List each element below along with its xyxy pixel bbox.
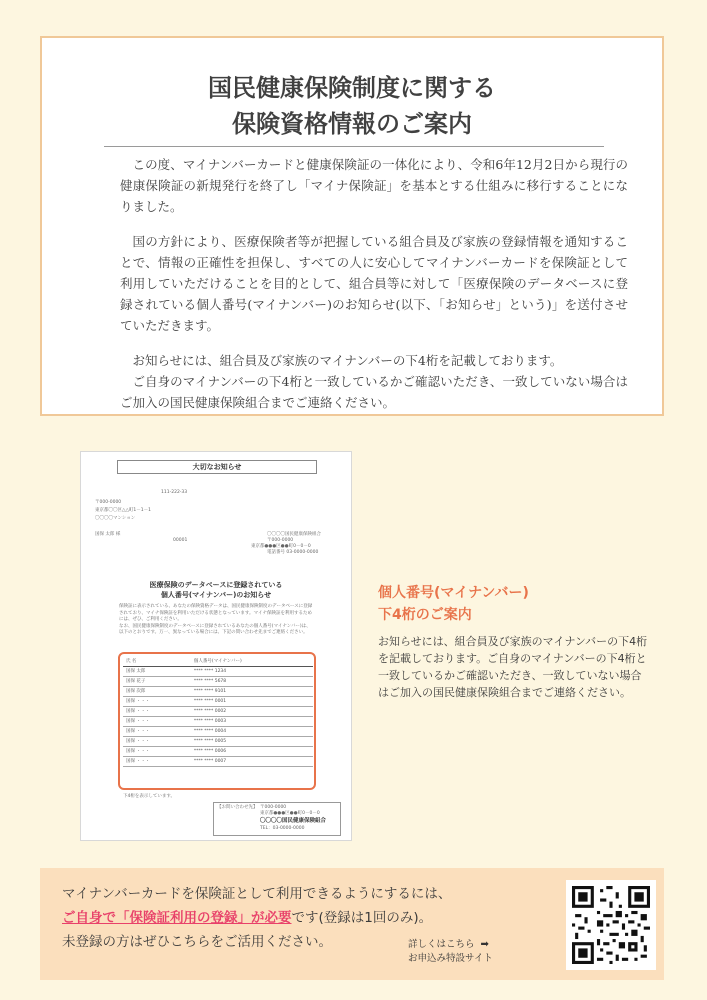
row-name: 国保 ・・・ [123, 726, 191, 736]
table-row [123, 676, 313, 686]
notice-contact-box [213, 802, 341, 836]
side-title-line-1: 個人番号(マイナンバー) [378, 585, 529, 601]
band-line-2 [62, 908, 432, 928]
page-title [42, 70, 662, 142]
notice-title-line-1: 医療保険のデータベースに登録されている [149, 581, 283, 589]
qr-code[interactable] [566, 880, 656, 970]
mynumber-table [123, 656, 313, 767]
registration-required-text: ご自身で「保険証利用の登録」が必要 [62, 910, 292, 926]
row-number: **** **** 0003 [191, 716, 313, 726]
row-number: **** **** 0001 [191, 696, 313, 706]
notice-footnote: 下4桁を表示しています。 [123, 794, 176, 799]
notice-recipient: 国保 太郎 様 [95, 532, 121, 537]
table-header-row [123, 656, 313, 666]
paragraph-2: 国の方針により、医療保険者等が把握している組合員及び家族の登録情報を通知することで、情報の正確性を担保し、すべての人に安心してマイナンバーカードを保険証として利用していただけることを目的として、組合員等に対して「医療保険のデータベースに登録されている個人番号(マイナンバー)のお知らせ(以下、「お知らせ」という)」を送付させていただきます。 [120, 234, 628, 333]
table-row [123, 686, 313, 696]
more-info-link[interactable] [408, 938, 493, 966]
title-divider [104, 146, 604, 147]
header-number: 個人番号(マイナンバー) [191, 656, 313, 666]
notice-sender-postal: 〒000-0000 [267, 538, 294, 543]
row-number: **** **** 1234 [191, 666, 313, 676]
row-number: **** **** 0005 [191, 736, 313, 746]
notice-body-1: 保険証に表示されている、あなたの保険資格データは、国民健康保険制度のデータベースに登録されており、マイナ保険証を利用いただける状態となっています。マイナ保険証を利用するためには、ぜひ、ご利用ください。 [119, 604, 313, 622]
notice-title [81, 580, 351, 600]
row-name: 国保 花子 [123, 676, 191, 686]
band-line-3: 未登録の方はぜひこちらをご活用ください。 [62, 934, 332, 950]
row-name: 国保 ・・・ [123, 696, 191, 706]
intro-text [120, 154, 628, 413]
intro-box [40, 36, 664, 416]
row-name: 国保 ・・・ [123, 736, 191, 746]
contact-tel: TEL：03-0000-0000 [260, 826, 305, 831]
paragraph-3: お知らせには、組合員及び家族のマイナンバーの下4桁を記載しております。 [132, 353, 563, 368]
row-name: 国保 ・・・ [123, 756, 191, 766]
notice-title-line-2: 個人番号(マイナンバー)のお知らせ [160, 591, 272, 599]
notice-address: 東京都〇〇区△△町1－1－1 [95, 508, 152, 513]
row-name: 国保 ・・・ [123, 716, 191, 726]
contact-name: 〇〇〇〇国民健康保険組合 [260, 818, 327, 824]
table-row [123, 746, 313, 756]
notice-body-2: なお、国民健康保険制度のデータベースに登録されているあなたの個人番号(マイナンバー)は、以下のとおりです。万一、異なっている場合には、下記の問い合わせ先までご連絡ください。 [119, 623, 311, 635]
table-row [123, 736, 313, 746]
notice-sender-tel: 電話番号 03-0000-0000 [267, 550, 319, 555]
contact-address: 東京都●●●区●●町0－0－0 [260, 811, 320, 816]
header-name: 氏 名 [123, 656, 191, 666]
row-name: 国保 太郎 [123, 666, 191, 676]
row-number: **** **** 5678 [191, 676, 313, 686]
row-number: **** **** 0007 [191, 756, 313, 766]
title-line-2: 保険資格情報のご案内 [232, 109, 472, 138]
table-row [123, 706, 313, 716]
arrow-right-icon: ➡ [480, 939, 489, 950]
table-row [123, 716, 313, 726]
row-name: 国保 次郎 [123, 686, 191, 696]
paragraph-1: この度、マイナンバーカードと健康保険証の一体化により、令和6年12月2日から現行の健康保険証の新規発行を終了し「マイナ保険証」を基本とする仕組みに移行することになりました。 [120, 157, 628, 214]
notice-sender-name: 〇〇〇〇国民健康保険組合 [267, 532, 321, 537]
contact-label: 【お問い合わせ先】 [217, 805, 258, 810]
notice-sender-address: 東京都●●●区●●町0－0－0 [251, 544, 311, 549]
row-name: 国保 ・・・ [123, 706, 191, 716]
row-number: **** **** 0004 [191, 726, 313, 736]
row-number: **** **** 9101 [191, 686, 313, 696]
notice-postal: 〒000-0000 [95, 500, 122, 505]
band-line-2-rest: です(登録は1回のみ)。 [291, 910, 433, 926]
side-title-line-2: 下4桁のご案内 [378, 607, 472, 623]
sample-notice [80, 451, 352, 841]
row-name: 国保 ・・・ [123, 746, 191, 756]
row-number: **** **** 0002 [191, 706, 313, 716]
table-row [123, 726, 313, 736]
notice-serial: 111-222-33 [161, 490, 188, 495]
table-row [123, 696, 313, 706]
qr-code-icon [572, 886, 650, 964]
notice-recipient-code: 00001 [173, 538, 188, 543]
contact-postal: 〒000-0000 [260, 805, 287, 810]
more-info-label: 詳しくはこちら [408, 939, 475, 950]
row-number: **** **** 0006 [191, 746, 313, 756]
table-row [123, 666, 313, 676]
notice-header: 大切なお知らせ [117, 460, 317, 474]
title-line-1: 国民健康保険制度に関する [208, 73, 496, 102]
notice-body [119, 604, 315, 637]
table-row [123, 756, 313, 766]
more-info-site: お申込み特設サイト [408, 953, 493, 964]
side-text: お知らせには、組合員及び家族のマイナンバーの下4桁を記載しております。ご自身のマイナンバーの下4桁と一致しているかご確認いただき、一致していない場合はご加入の国民健康保険組合までご連絡ください。 [378, 635, 648, 699]
notice-building: 〇〇〇〇マンション [95, 516, 136, 521]
band-line-1: マイナンバーカードを保険証として利用できるようにするには、 [62, 886, 452, 902]
paragraph-4: ご自身のマイナンバーの下4桁と一致しているかご確認いただき、一致していない場合はご加入の国民健康保険組合までご連絡ください。 [120, 374, 628, 410]
side-title [378, 582, 529, 626]
